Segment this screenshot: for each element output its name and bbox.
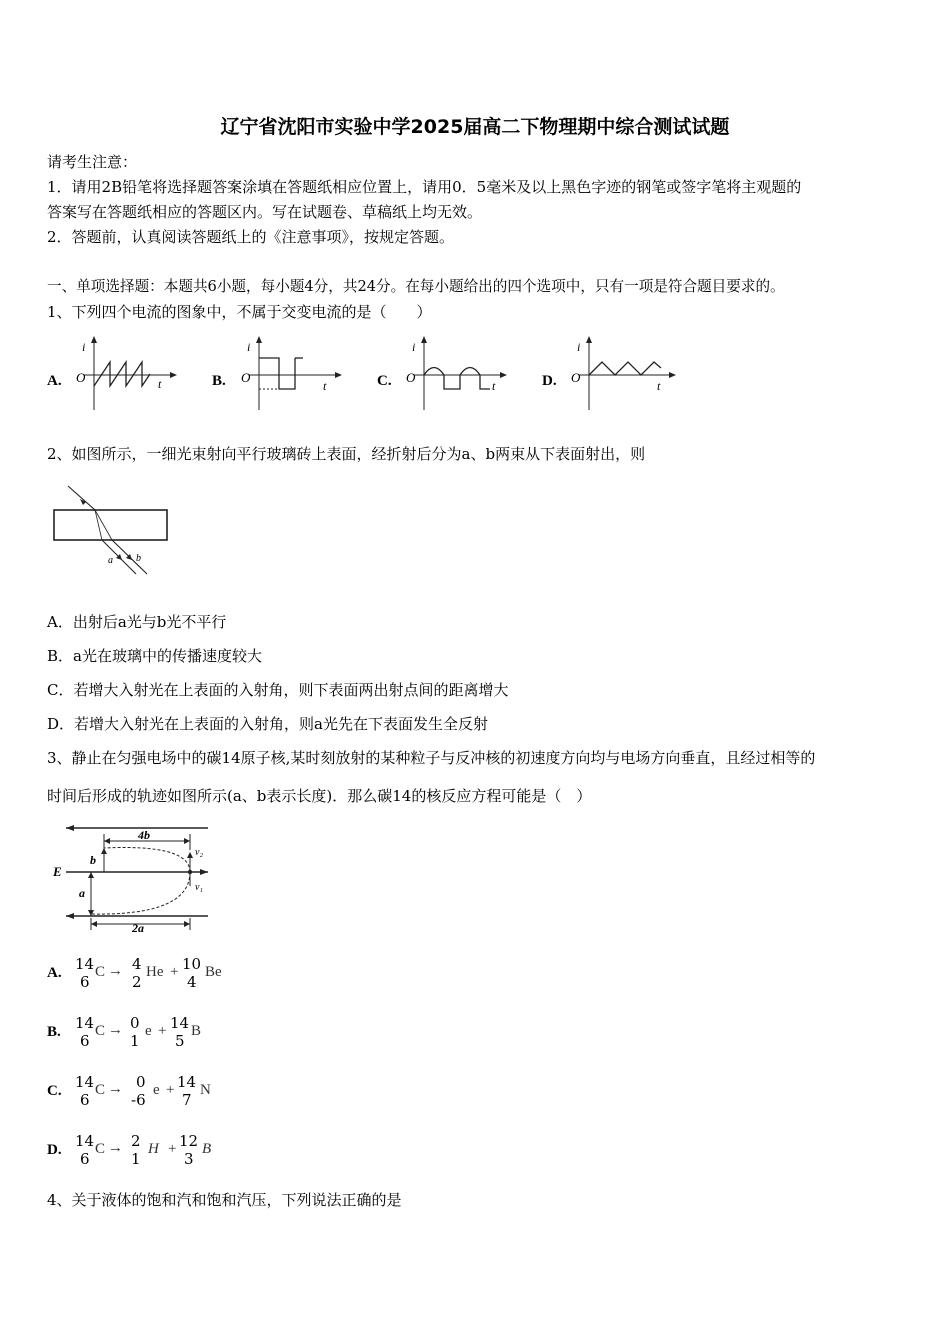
q3-option-d[interactable]: D. 14 6 C → 2 1 H + 12 3 B: [47, 1132, 212, 1168]
q3-option-c[interactable]: C. 14 6 C → 0 -6 e + 14 7 N: [47, 1073, 211, 1109]
q2-option-b[interactable]: B．a光在玻璃中的传播速度较大: [47, 647, 262, 665]
q3-option-b[interactable]: B. 14 6 C → 0 1 e + 14 5 B: [47, 1014, 202, 1050]
q1c-origin: O: [406, 370, 416, 385]
question-2-stem: 2、如图所示，一细光束射向平行玻璃砖上表面，经折射后分为a、b两束从下表面射出，则: [47, 445, 646, 463]
q1a-axis-i: i: [82, 340, 86, 354]
q1-graph-d: [565, 334, 680, 414]
notice-heading: 请考生注意：: [47, 153, 138, 171]
q1-graph-a: [70, 334, 180, 414]
q3-trajectory-figure: [50, 820, 215, 935]
question-1-stem: 1、下列四个电流的图象中，不属于交变电流的是（ ）: [47, 303, 432, 321]
section-heading: 一、单项选择题：本题共6小题，每小题4分，共24分。在每小题给出的四个选项中，只有一项是符合题目要求的。: [47, 278, 785, 295]
q2-option-a[interactable]: A．出射后a光与b光不平行: [47, 613, 227, 631]
q1-graph-c: [400, 334, 510, 414]
q1-option-d-label[interactable]: D.: [542, 373, 557, 389]
notice-line-1: 1．请用2B铅笔将选择题答案涂填在答题纸相应位置上，请用0．5毫米及以上黑色字迹的钢笔或签字笔将主观题的: [47, 178, 802, 196]
q1b-origin: O: [241, 370, 251, 385]
q3-fig-E: E: [53, 864, 62, 879]
q1b-axis-t: t: [323, 379, 327, 393]
q3-fig-4b: 4b: [138, 828, 150, 842]
question-3-stem-line-2: 时间后形成的轨迹如图所示(a、b表示长度)．那么碳14的核反应方程可能是（ ）: [47, 787, 592, 805]
q2-fig-label-a: a: [108, 555, 113, 566]
notice-line-2: 答案写在答题纸相应的答题区内。写在试题卷、草稿纸上均无效。: [47, 203, 483, 221]
q1a-origin: O: [76, 370, 86, 385]
q3-fig-v1: v₁: [195, 882, 203, 893]
q1b-axis-i: i: [247, 340, 251, 354]
q1-graph-b: [235, 334, 345, 414]
page-title: 辽宁省沈阳市实验中学2025届高二下物理期中综合测试试题: [220, 116, 730, 138]
question-4-stem: 4、关于液体的饱和汽和饱和汽压，下列说法正确的是: [47, 1191, 402, 1209]
q1d-axis-i: i: [577, 340, 581, 354]
q3-fig-v2: v₂: [195, 847, 203, 858]
question-3-stem-line-1: 3、静止在匀强电场中的碳14原子核,某时刻放射的某种粒子与反冲核的初速度方向均与电场方向垂直，且经过相等的: [47, 749, 816, 767]
q1c-axis-i: i: [412, 340, 416, 354]
q1-option-c-label[interactable]: C.: [377, 373, 392, 389]
q1a-axis-t: t: [158, 377, 162, 391]
notice-line-3: 2．答题前，认真阅读答题纸上的《注意事项》，按规定答题。: [47, 228, 455, 246]
q1-option-a-label[interactable]: A.: [47, 373, 62, 389]
q2-option-c[interactable]: C．若增大入射光在上表面的入射角，则下表面两出射点间的距离增大: [47, 681, 509, 699]
q1d-origin: O: [571, 370, 581, 385]
q1c-axis-t: t: [492, 379, 496, 393]
q3-fig-a: a: [79, 886, 85, 900]
q3-fig-b: b: [90, 853, 96, 867]
q2-option-d[interactable]: D．若增大入射光在上表面的入射角，则a光先在下表面发生全反射: [47, 715, 488, 733]
q3-option-a[interactable]: A. 14 6 C → 4 2 He + 10 4 Be: [47, 955, 222, 991]
q1d-axis-t: t: [657, 379, 661, 393]
q3-fig-2a: 2a: [132, 921, 144, 935]
q2-glass-figure: [50, 482, 175, 577]
q2-fig-label-b: b: [136, 553, 141, 564]
q1-option-b-label[interactable]: B.: [212, 373, 226, 389]
